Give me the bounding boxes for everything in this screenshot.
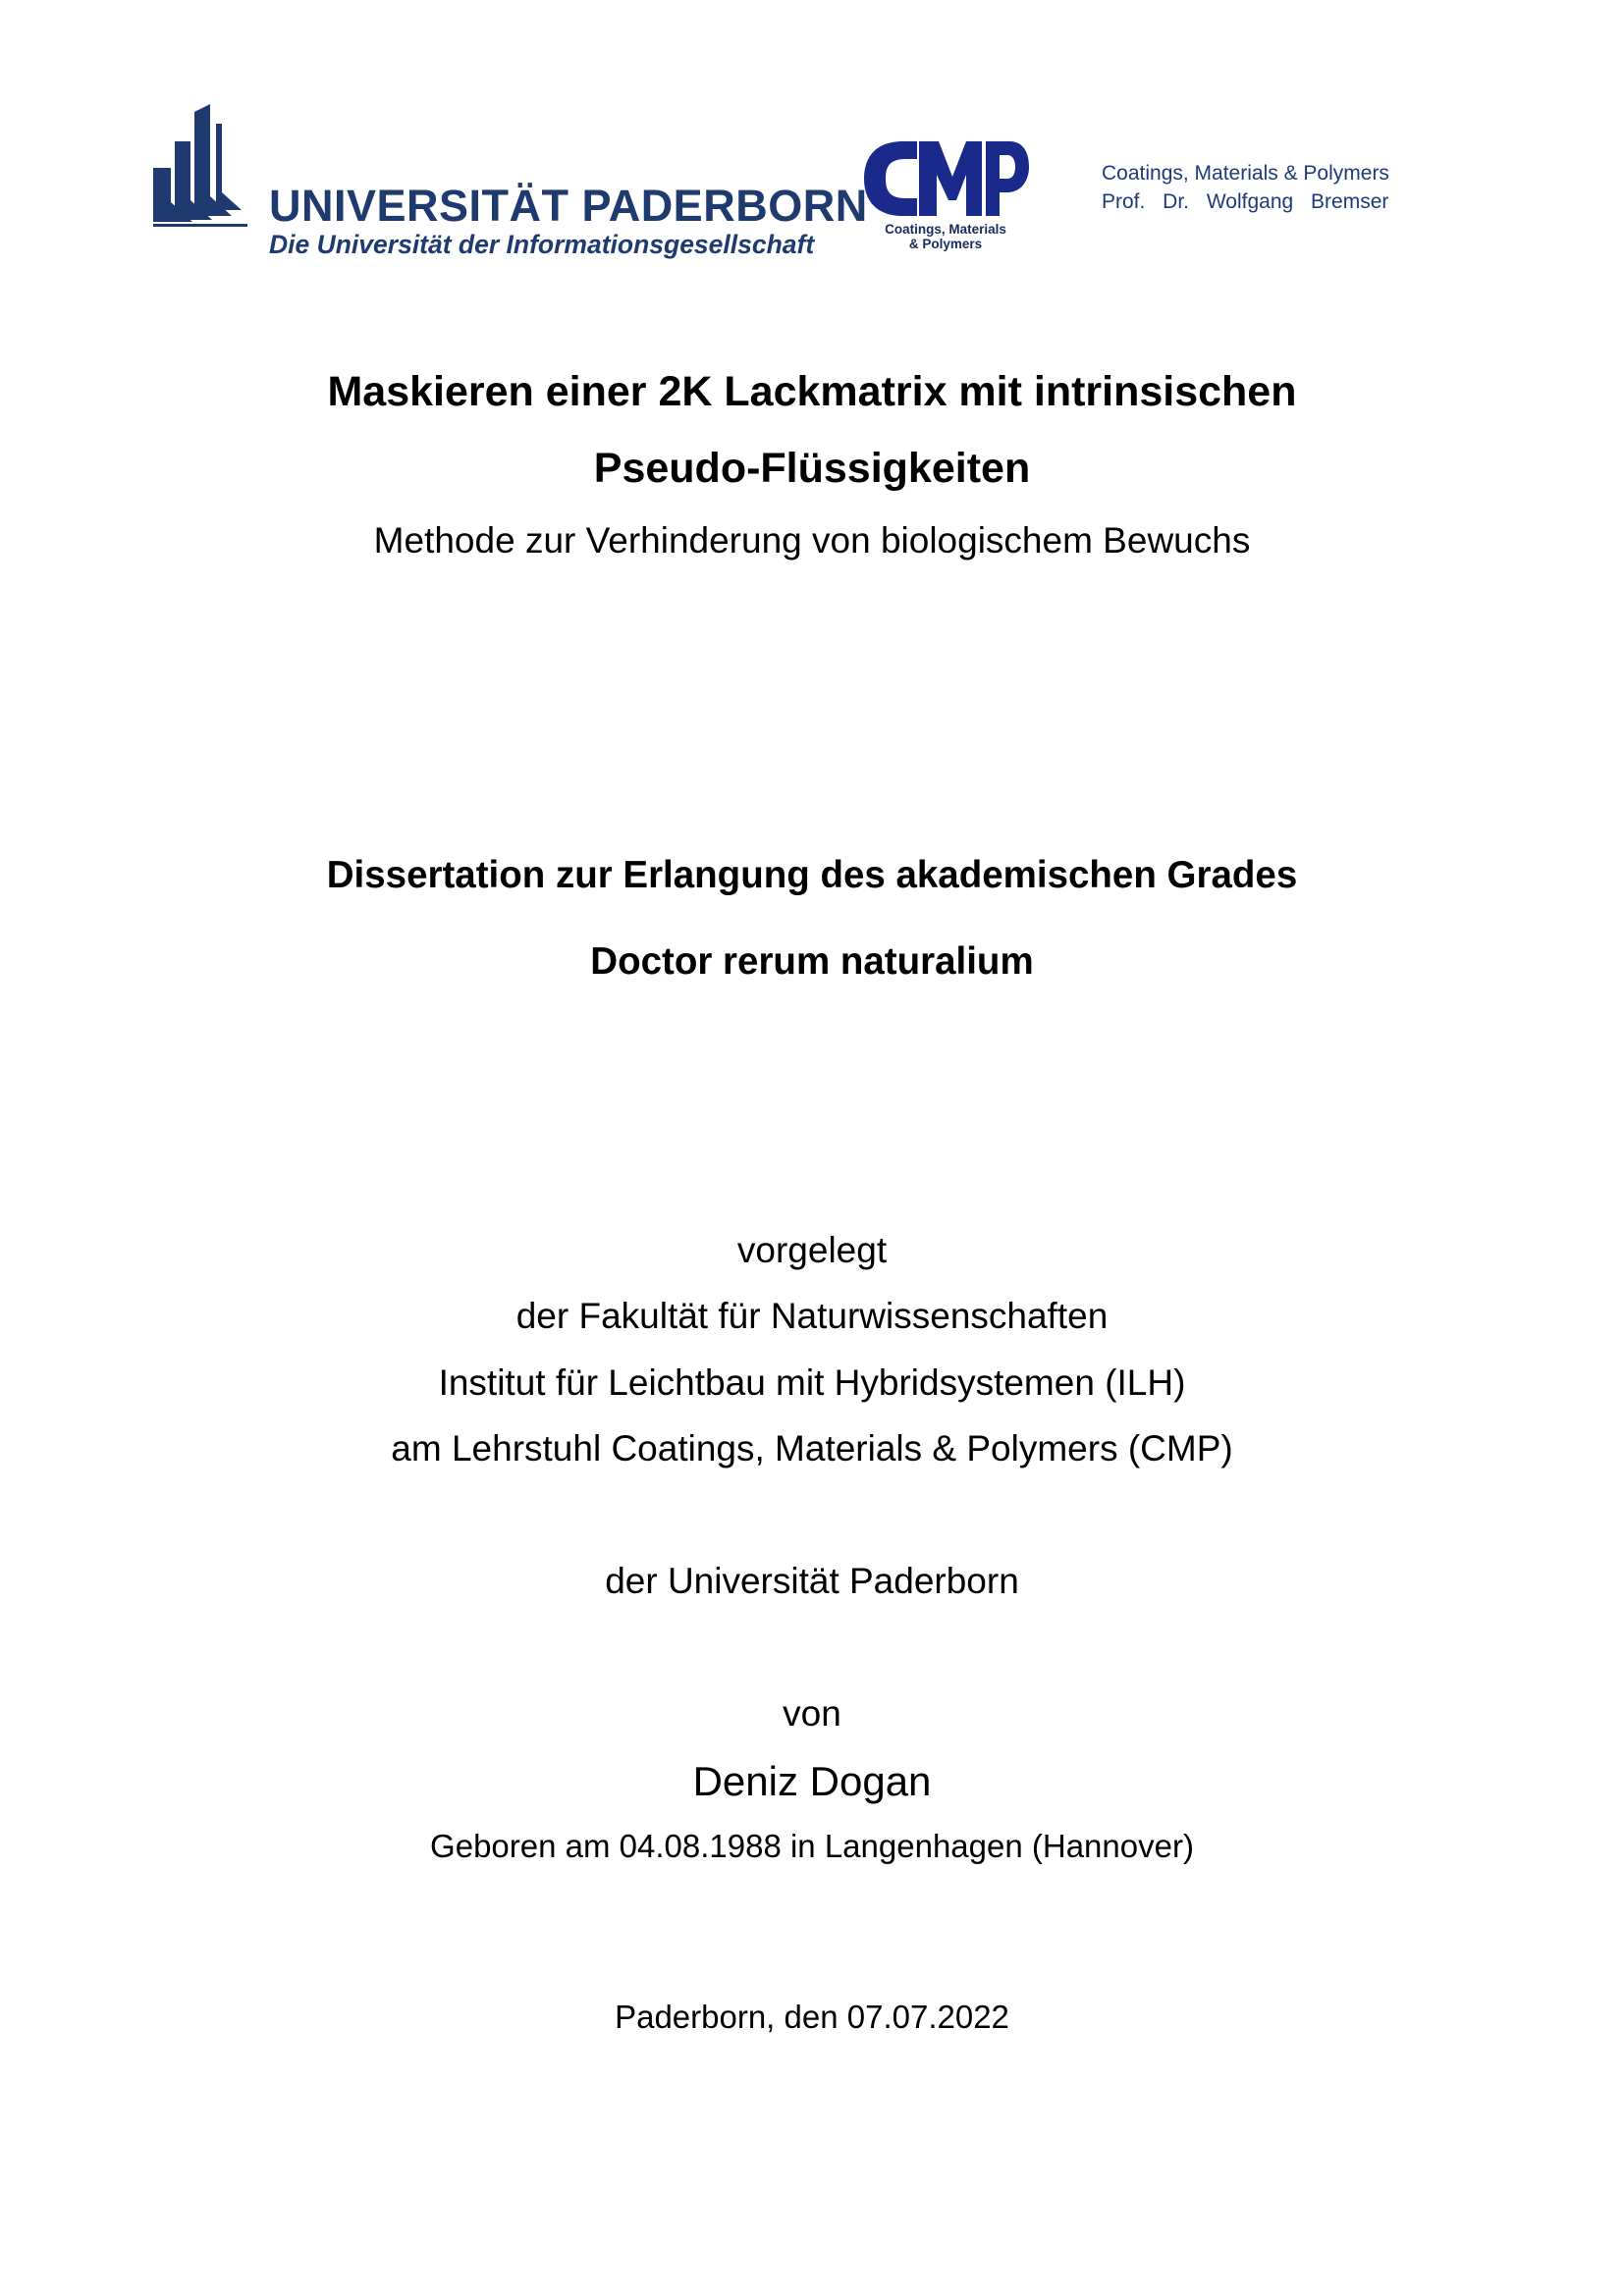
- author-name: Deniz Dogan: [692, 1758, 932, 1804]
- university-emblem-icon: [153, 94, 251, 227]
- institute-name: Institut für Leichtbau mit Hybridsystemen (ILH): [438, 1362, 1186, 1403]
- chair-info: [1102, 159, 1389, 216]
- cmp-logo-icon: [862, 137, 1029, 226]
- submitted-label: vorgelegt: [736, 1230, 888, 1270]
- chair-name: Coatings, Materials & Polymers: [1102, 162, 1389, 185]
- dissertation-purpose: Dissertation zur Erlangung des akademischen Grades: [326, 854, 1298, 896]
- university-logo: [153, 94, 868, 261]
- cmp-caption-line-1: Coatings, Materials: [885, 222, 1006, 237]
- by-label: von: [783, 1693, 841, 1734]
- cmp-logo: [862, 137, 1029, 255]
- place-and-date: Paderborn, den 07.07.2022: [615, 1999, 1009, 2035]
- university-tagline: Die Universität der Informationsgesellschaft: [269, 230, 815, 259]
- cmp-caption-line-2: & Polymers: [908, 237, 983, 251]
- university-name: UNIVERSITÄT PADERBORN: [269, 181, 868, 231]
- thesis-title-line-1: Maskieren einer 2K Lackmatrix mit intrinsischen: [327, 368, 1297, 415]
- degree-name: Doctor rerum naturalium: [590, 940, 1034, 983]
- chair-professor: Prof. Dr. Wolfgang Bremser: [1102, 190, 1389, 213]
- author-birth-info: Geboren am 04.08.1988 in Langenhagen (Hannover): [430, 1828, 1194, 1864]
- thesis-subtitle: Methode zur Verhinderung von biologischem Bewuchs: [373, 520, 1251, 561]
- thesis-title-line-2: Pseudo-Flüssigkeiten: [593, 445, 1031, 492]
- chair-name-full: am Lehrstuhl Coatings, Materials & Polymers (CMP): [391, 1428, 1233, 1468]
- university-full-name: der Universität Paderborn: [605, 1561, 1019, 1601]
- faculty-name: der Fakultät für Naturwissenschaften: [515, 1296, 1109, 1336]
